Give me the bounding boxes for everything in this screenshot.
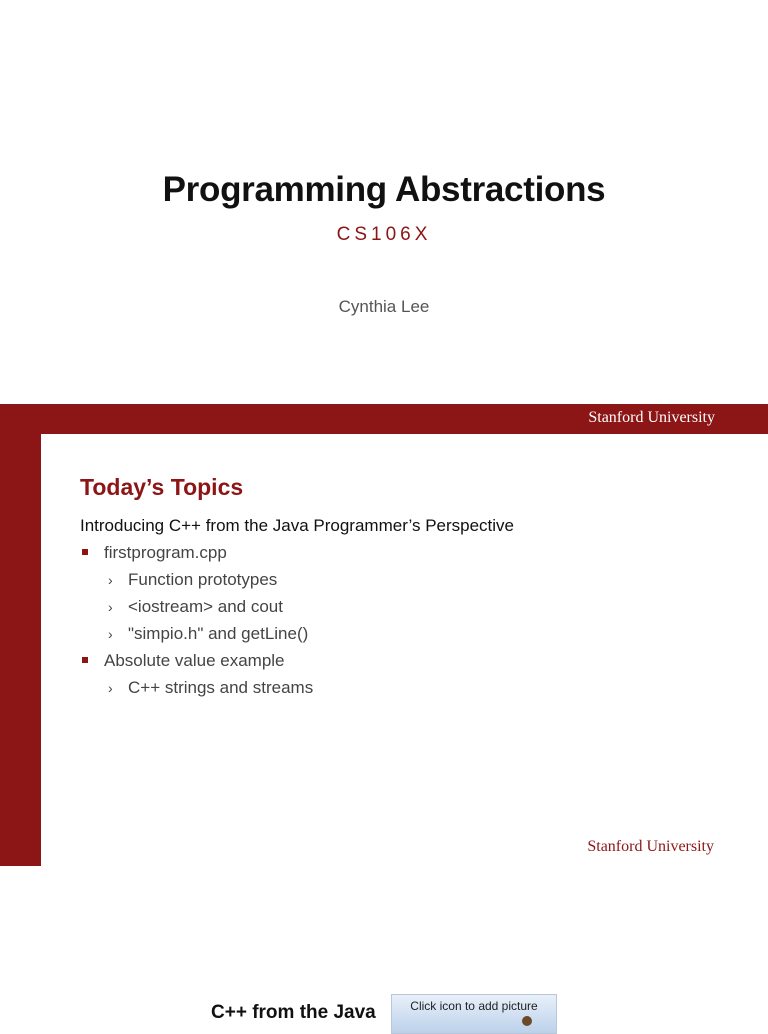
list-item-text: <iostream> and cout	[128, 597, 283, 616]
slide-title: Programming Abstractions	[162, 170, 606, 209]
square-bullet-icon	[82, 657, 88, 663]
list-item-text: Absolute value example	[104, 651, 285, 670]
list-item	[80, 650, 313, 677]
picture-placeholder-label: Click icon to add picture	[410, 999, 538, 1013]
author-name: Cynthia Lee	[338, 297, 430, 316]
stanford-wordmark-footer: Stanford University	[587, 838, 714, 855]
topics-intro: Introducing C++ from the Java Programmer’s Perspective	[80, 516, 515, 535]
next-slide-title: C++ from the Java	[211, 1002, 376, 1023]
list-item	[80, 677, 313, 704]
square-bullet-icon	[82, 549, 88, 555]
stanford-wordmark-band: Stanford University	[588, 409, 715, 426]
topics-list	[80, 542, 313, 704]
next-slide	[0, 866, 768, 1024]
title-slide	[0, 0, 768, 404]
course-code: CS106X	[336, 224, 432, 245]
chevron-right-icon: ›	[108, 599, 113, 615]
list-item	[80, 596, 313, 623]
chevron-right-icon: ›	[108, 626, 113, 642]
chevron-right-icon: ›	[108, 680, 113, 696]
list-item-text: Function prototypes	[128, 570, 278, 589]
topics-heading: Today’s Topics	[80, 474, 244, 500]
list-item-text: "simpio.h" and getLine()	[128, 624, 309, 643]
list-item	[80, 623, 313, 650]
list-item-text: firstprogram.cpp	[104, 543, 227, 562]
picture-icon	[522, 1016, 532, 1026]
picture-placeholder[interactable]	[391, 994, 557, 1034]
list-item-text: C++ strings and streams	[128, 678, 314, 697]
topics-slide	[0, 404, 768, 866]
list-item	[80, 542, 313, 569]
slide-content-area	[41, 434, 768, 866]
chevron-right-icon: ›	[108, 572, 113, 588]
list-item	[80, 569, 313, 596]
